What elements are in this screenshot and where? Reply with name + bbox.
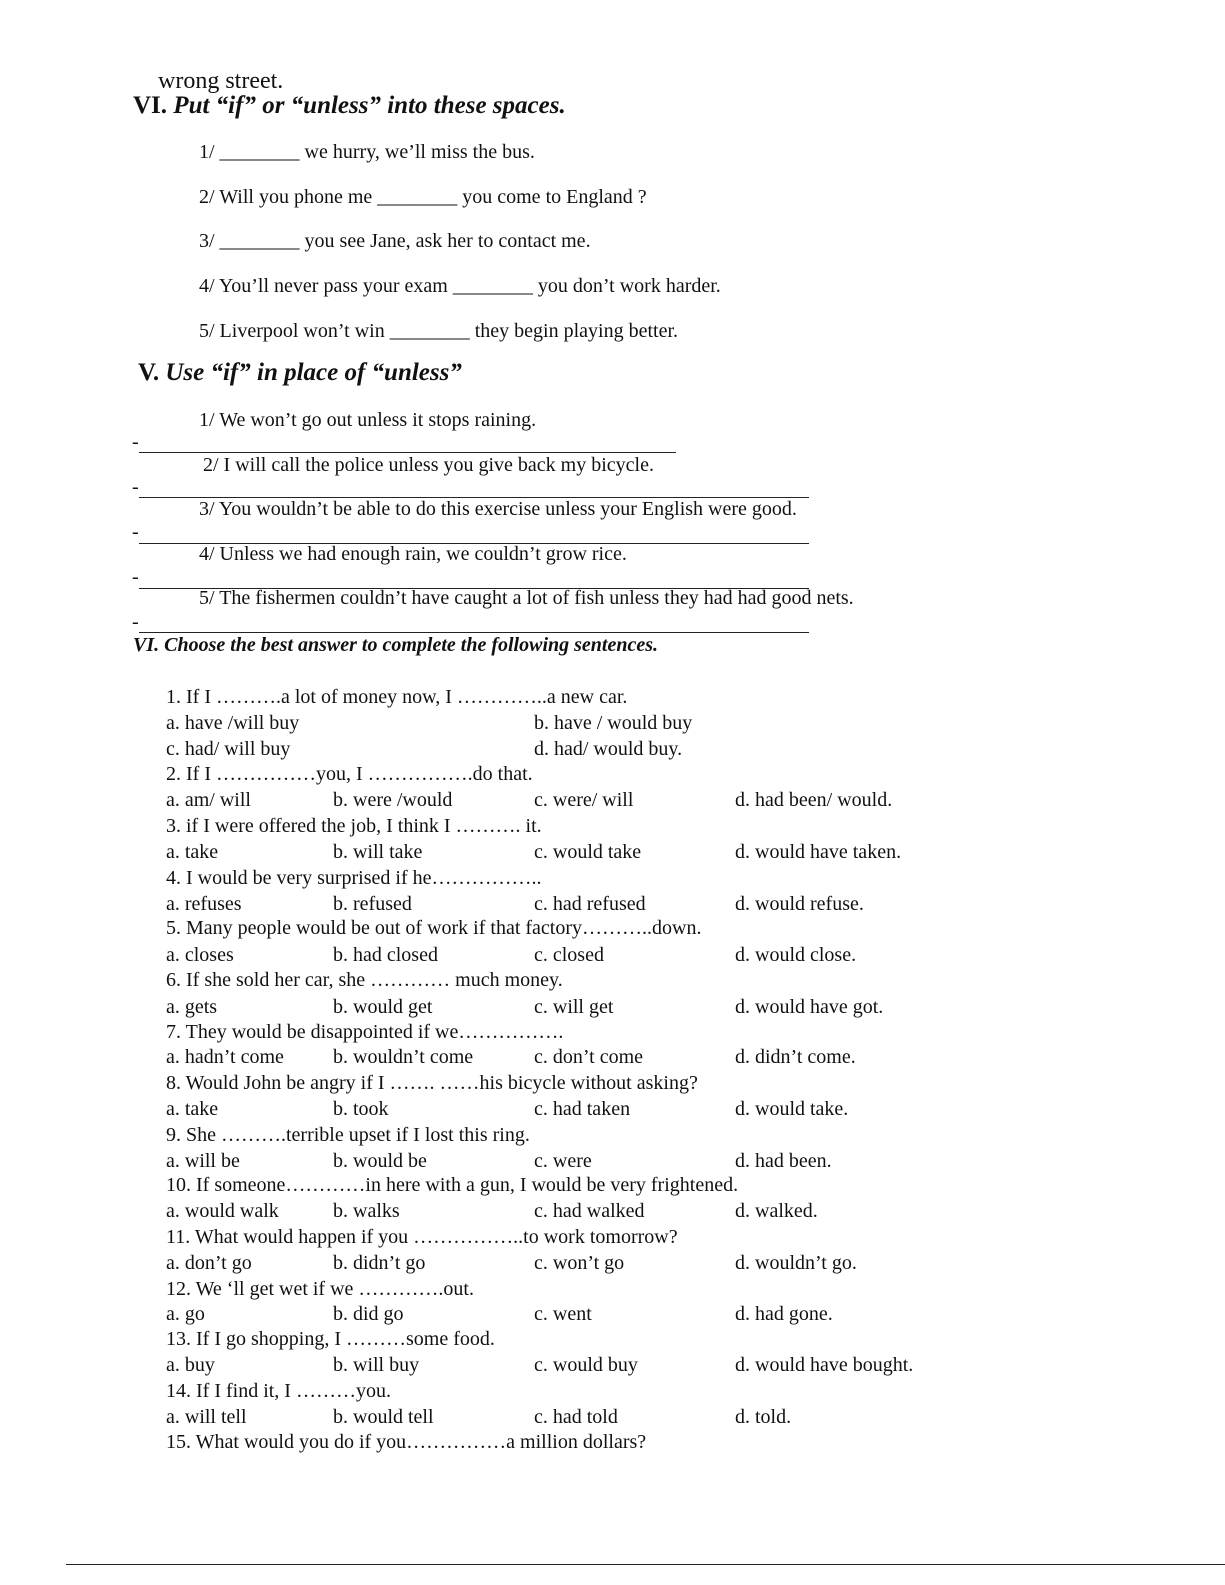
question-9-option-a[interactable]: a. will be bbox=[166, 1150, 240, 1172]
question-9-option-d[interactable]: d. had been. bbox=[735, 1150, 832, 1172]
question-14-option-a[interactable]: a. will tell bbox=[166, 1406, 247, 1428]
fill-item-2: 2/ Will you phone me ________ you come to England ? bbox=[199, 186, 647, 208]
question-12: 12. We ‘ll get wet if we ………….out. bbox=[166, 1278, 474, 1300]
question-9: 9. She ……….terrible upset if I lost this ring. bbox=[166, 1124, 530, 1146]
rewrite-item-5: 5/ The fishermen couldn’t have caught a lot of fish unless they had had good nets. bbox=[199, 587, 854, 609]
question-14: 14. If I find it, I ………you. bbox=[166, 1380, 391, 1402]
question-6-option-d[interactable]: d. would have got. bbox=[735, 996, 884, 1018]
question-6-option-b[interactable]: b. would get bbox=[333, 996, 433, 1018]
question-14-option-c[interactable]: c. had told bbox=[534, 1406, 618, 1428]
question-12-option-a[interactable]: a. go bbox=[166, 1303, 205, 1325]
question-6-option-a[interactable]: a. gets bbox=[166, 996, 218, 1018]
answer-line-1[interactable] bbox=[139, 452, 676, 453]
question-5-option-d[interactable]: d. would close. bbox=[735, 944, 857, 966]
answer-dash: - bbox=[132, 566, 139, 588]
question-12-option-d[interactable]: d. had gone. bbox=[735, 1303, 833, 1325]
question-4-option-b[interactable]: b. refused bbox=[333, 893, 412, 915]
question-3-option-a[interactable]: a. take bbox=[166, 841, 219, 863]
question-15: 15. What would you do if you……………a million dollars? bbox=[166, 1431, 647, 1453]
question-4: 4. I would be very surprised if he…………….. bbox=[166, 867, 542, 889]
question-7-option-b[interactable]: b. wouldn’t come bbox=[333, 1046, 474, 1068]
question-11-option-b[interactable]: b. didn’t go bbox=[333, 1252, 426, 1274]
question-8-option-a[interactable]: a. take bbox=[166, 1098, 219, 1120]
rewrite-item-2: 2/ I will call the police unless you give back my bicycle. bbox=[203, 454, 654, 476]
question-2-option-d[interactable]: d. had been/ would. bbox=[735, 789, 893, 811]
rewrite-item-1: 1/ We won’t go out unless it stops raining. bbox=[199, 409, 537, 431]
question-6: 6. If she sold her car, she ………… much money. bbox=[166, 969, 563, 991]
question-5-option-a[interactable]: a. closes bbox=[166, 944, 234, 966]
question-13: 13. If I go shopping, I ………some food. bbox=[166, 1328, 495, 1350]
fill-item-5: 5/ Liverpool won’t win ________ they begin playing better. bbox=[199, 320, 679, 342]
question-3-option-c[interactable]: c. would take bbox=[534, 841, 642, 863]
rewrite-item-4: 4/ Unless we had enough rain, we couldn’t grow rice. bbox=[199, 543, 627, 565]
question-2-option-c[interactable]: c. were/ will bbox=[534, 789, 634, 811]
answer-dash: - bbox=[132, 476, 139, 498]
answer-dash: - bbox=[132, 431, 139, 453]
question-6-option-c[interactable]: c. will get bbox=[534, 996, 614, 1018]
question-12-option-b[interactable]: b. did go bbox=[333, 1303, 404, 1325]
question-9-option-b[interactable]: b. would be bbox=[333, 1150, 427, 1172]
question-5: 5. Many people would be out of work if that factory………..down. bbox=[166, 917, 702, 939]
question-5-option-b[interactable]: b. had closed bbox=[333, 944, 438, 966]
question-7-option-a[interactable]: a. hadn’t come bbox=[166, 1046, 284, 1068]
question-2-option-a[interactable]: a. am/ will bbox=[166, 789, 251, 811]
question-7: 7. They would be disappointed if we……………. bbox=[166, 1021, 564, 1043]
question-2-option-b[interactable]: b. were /would bbox=[333, 789, 453, 811]
question-13-option-b[interactable]: b. will buy bbox=[333, 1354, 420, 1376]
question-11-option-d[interactable]: d. wouldn’t go. bbox=[735, 1252, 857, 1274]
intro-tail-text: wrong street. bbox=[158, 68, 284, 94]
question-14-option-b[interactable]: b. would tell bbox=[333, 1406, 434, 1428]
question-13-option-a[interactable]: a. buy bbox=[166, 1354, 215, 1376]
question-2: 2. If I ……………you, I …………….do that. bbox=[166, 763, 533, 785]
question-9-option-c[interactable]: c. were bbox=[534, 1150, 592, 1172]
question-8-option-d[interactable]: d. would take. bbox=[735, 1098, 849, 1120]
section-fill-heading bbox=[133, 92, 566, 120]
answer-dash: - bbox=[132, 611, 139, 633]
question-4-option-d[interactable]: d. would refuse. bbox=[735, 893, 864, 915]
question-10-option-d[interactable]: d. walked. bbox=[735, 1200, 818, 1222]
question-12-option-c[interactable]: c. went bbox=[534, 1303, 592, 1325]
question-10-option-b[interactable]: b. walks bbox=[333, 1200, 400, 1222]
rewrite-item-3: 3/ You wouldn’t be able to do this exercise unless your English were good. bbox=[199, 498, 797, 520]
fill-item-1: 1/ ________ we hurry, we’ll miss the bus. bbox=[199, 141, 535, 163]
section-rewrite-number: V. bbox=[138, 359, 160, 386]
question-1: 1. If I ……….a lot of money now, I …………..a new car. bbox=[166, 686, 628, 708]
question-1-option-a[interactable]: a. have /will buy bbox=[166, 712, 300, 734]
question-10-option-a[interactable]: a. would walk bbox=[166, 1200, 279, 1222]
section-fill-number: VI. bbox=[133, 92, 168, 119]
question-5-option-c[interactable]: c. closed bbox=[534, 944, 604, 966]
question-8: 8. Would John be angry if I ……. ……his bicycle without asking? bbox=[166, 1072, 698, 1094]
page-bottom-rule bbox=[66, 1564, 1225, 1565]
question-14-option-d[interactable]: d. told. bbox=[735, 1406, 792, 1428]
section-choice-heading: VI. Choose the best answer to complete the following sentences. bbox=[133, 634, 659, 656]
question-8-option-b[interactable]: b. took bbox=[333, 1098, 389, 1120]
section-rewrite-title: Use “if” in place of “unless” bbox=[165, 359, 462, 386]
fill-item-4: 4/ You’ll never pass your exam ________ you don’t work harder. bbox=[199, 275, 721, 297]
answer-line-5[interactable] bbox=[139, 632, 809, 633]
question-3-option-d[interactable]: d. would have taken. bbox=[735, 841, 902, 863]
question-11-option-a[interactable]: a. don’t go bbox=[166, 1252, 252, 1274]
question-7-option-c[interactable]: c. don’t come bbox=[534, 1046, 644, 1068]
section-fill-title: Put “if” or “unless” into these spaces. bbox=[173, 92, 566, 119]
question-8-option-c[interactable]: c. had taken bbox=[534, 1098, 631, 1120]
question-10-option-c[interactable]: c. had walked bbox=[534, 1200, 645, 1222]
question-4-option-a[interactable]: a. refuses bbox=[166, 893, 242, 915]
question-13-option-c[interactable]: c. would buy bbox=[534, 1354, 638, 1376]
question-11-option-c[interactable]: c. won’t go bbox=[534, 1252, 625, 1274]
question-10: 10. If someone…………in here with a gun, I would be very frightened. bbox=[166, 1174, 739, 1196]
question-13-option-d[interactable]: d. would have bought. bbox=[735, 1354, 914, 1376]
question-1-option-c[interactable]: c. had/ will buy bbox=[166, 738, 291, 760]
fill-item-3: 3/ ________ you see Jane, ask her to contact me. bbox=[199, 230, 591, 252]
question-11: 11. What would happen if you ……………..to work tomorrow? bbox=[166, 1226, 678, 1248]
question-4-option-c[interactable]: c. had refused bbox=[534, 893, 646, 915]
question-3-option-b[interactable]: b. will take bbox=[333, 841, 423, 863]
question-1-option-d[interactable]: d. had/ would buy. bbox=[534, 738, 683, 760]
answer-dash: - bbox=[132, 521, 139, 543]
question-7-option-d[interactable]: d. didn’t come. bbox=[735, 1046, 856, 1068]
section-rewrite-heading bbox=[138, 359, 462, 387]
question-1-option-b[interactable]: b. have / would buy bbox=[534, 712, 693, 734]
question-3: 3. if I were offered the job, I think I ………. it. bbox=[166, 815, 542, 837]
